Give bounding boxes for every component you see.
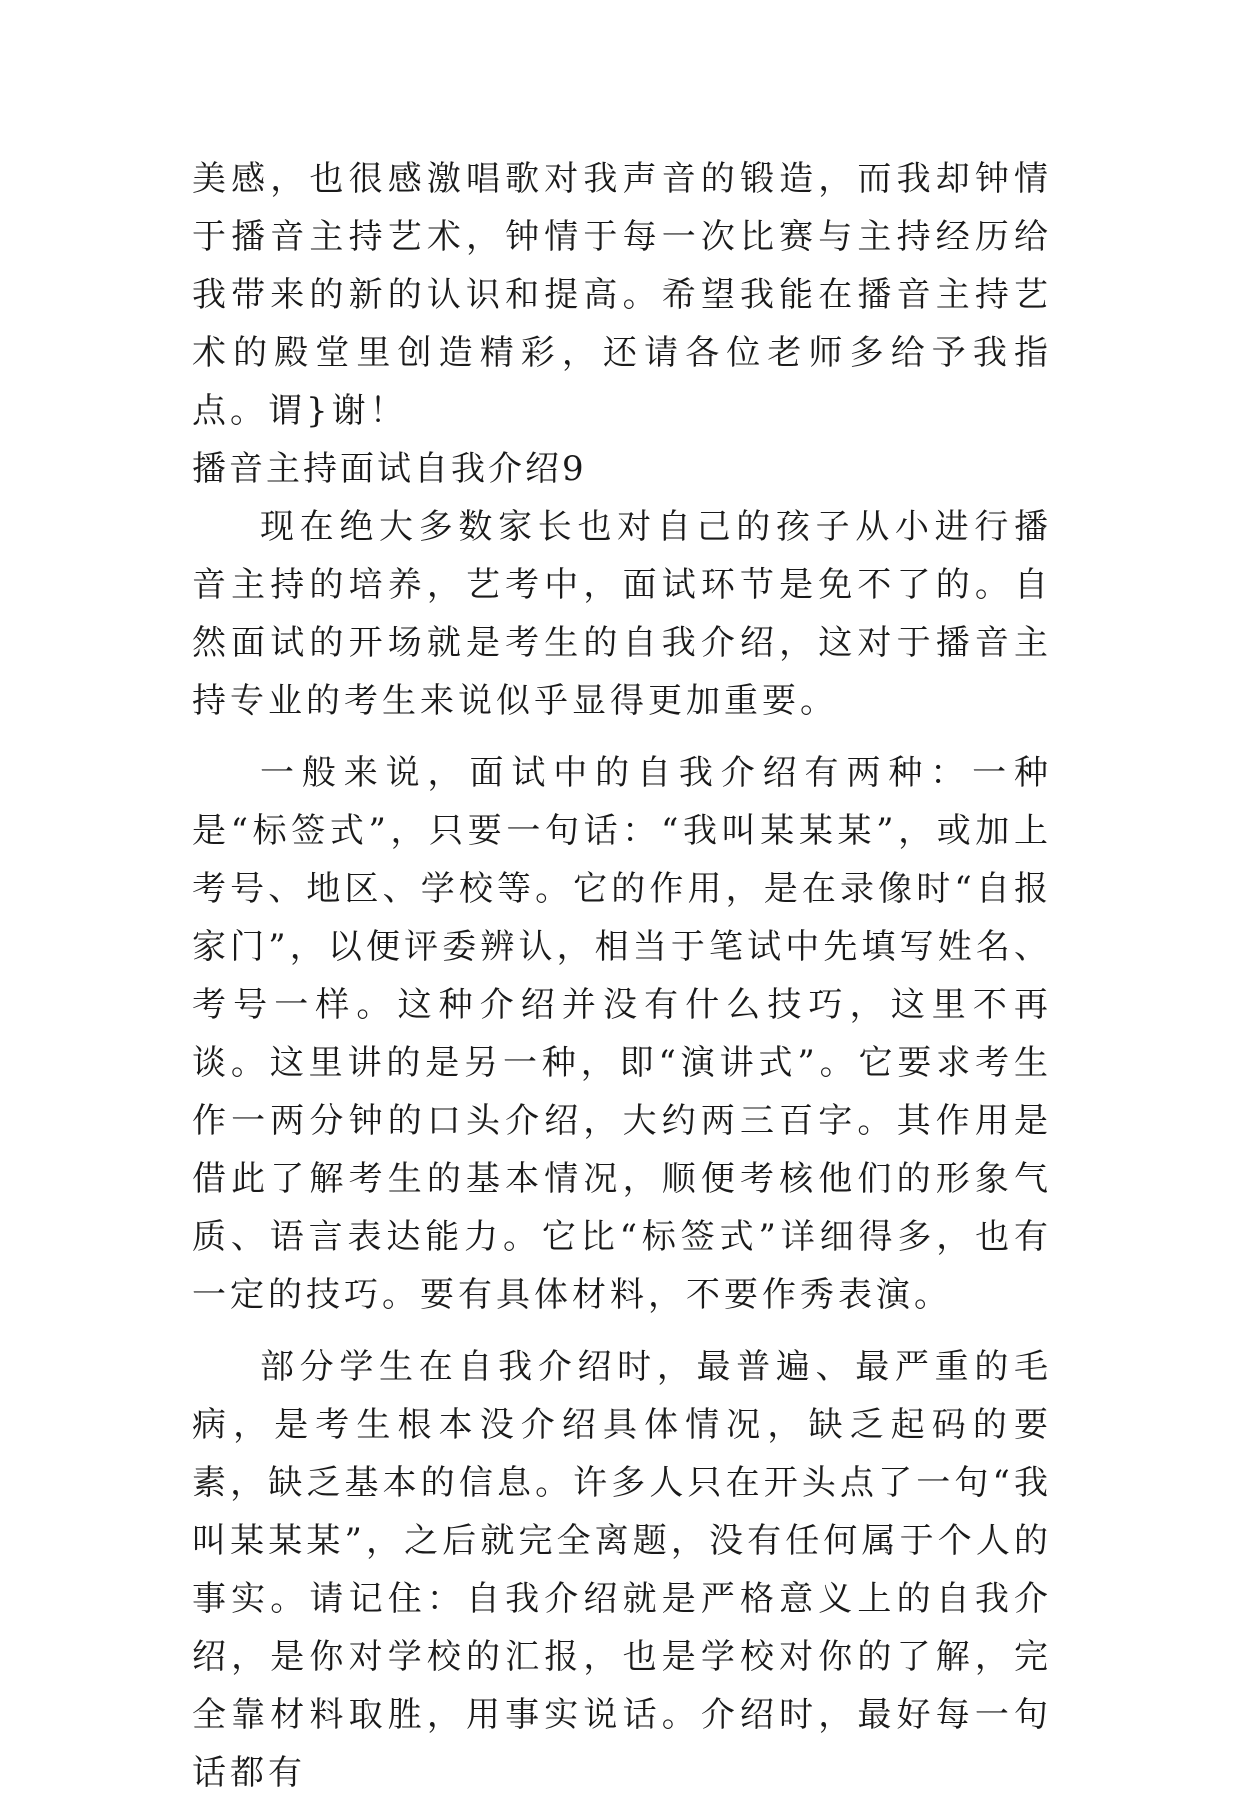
document-body	[192, 150, 1052, 1802]
paragraph-1: 现在绝大多数家长也对自己的孩子从小进行播音主持的培养，艺考中，面试环节是免不了的。自然面试的开场就是考生的自我介绍，这对于播音主持专业的考生来说似乎显得更加重要。	[192, 507, 1052, 721]
paragraph-2: 一般来说，面试中的自我介绍有两种：一种是“标签式”，只要一句话：“我叫某某某”，或加上考号、地区、学校等。它的作用，是在录像时“自报家门”，以便评委辨认，相当于笔试中先填写姓名、考号一样。这种介绍并没有什么技巧，这里不再谈。这里讲的是另一种，即“演讲式”。它要求考生作一两分钟的口头介绍，大约两三百字。其作用是借此了解考生的基本情况，顺便考核他们的形象气质、语言表达能力。它比“标签式”详细得多，也有一定的技巧。要有具体材料，不要作秀表演。	[192, 753, 1052, 1315]
paragraph-3: 部分学生在自我介绍时，最普遍、最严重的毛病，是考生根本没介绍具体情况，缺乏起码的要素，缺乏基本的信息。许多人只在开头点了一句“我叫某某某”，之后就完全离题，没有任何属于个人的事实。请记住：自我介绍就是严格意义上的自我介绍，是你对学校的汇报，也是学校对你的了解，完全靠材料取胜，用事实说话。介绍时，最好每一句话都有	[192, 1347, 1052, 1793]
section-title: 播音主持面试自我介绍9	[192, 449, 587, 489]
continued-paragraph: 美感，也很感激唱歌对我声音的锻造，而我却钟情于播音主持艺术，钟情于每一次比赛与主持经历给我带来的新的认识和提高。希望我能在播音主持艺术的殿堂里创造精彩，还请各位老师多给予我指点。谓}谢！	[192, 159, 1052, 431]
